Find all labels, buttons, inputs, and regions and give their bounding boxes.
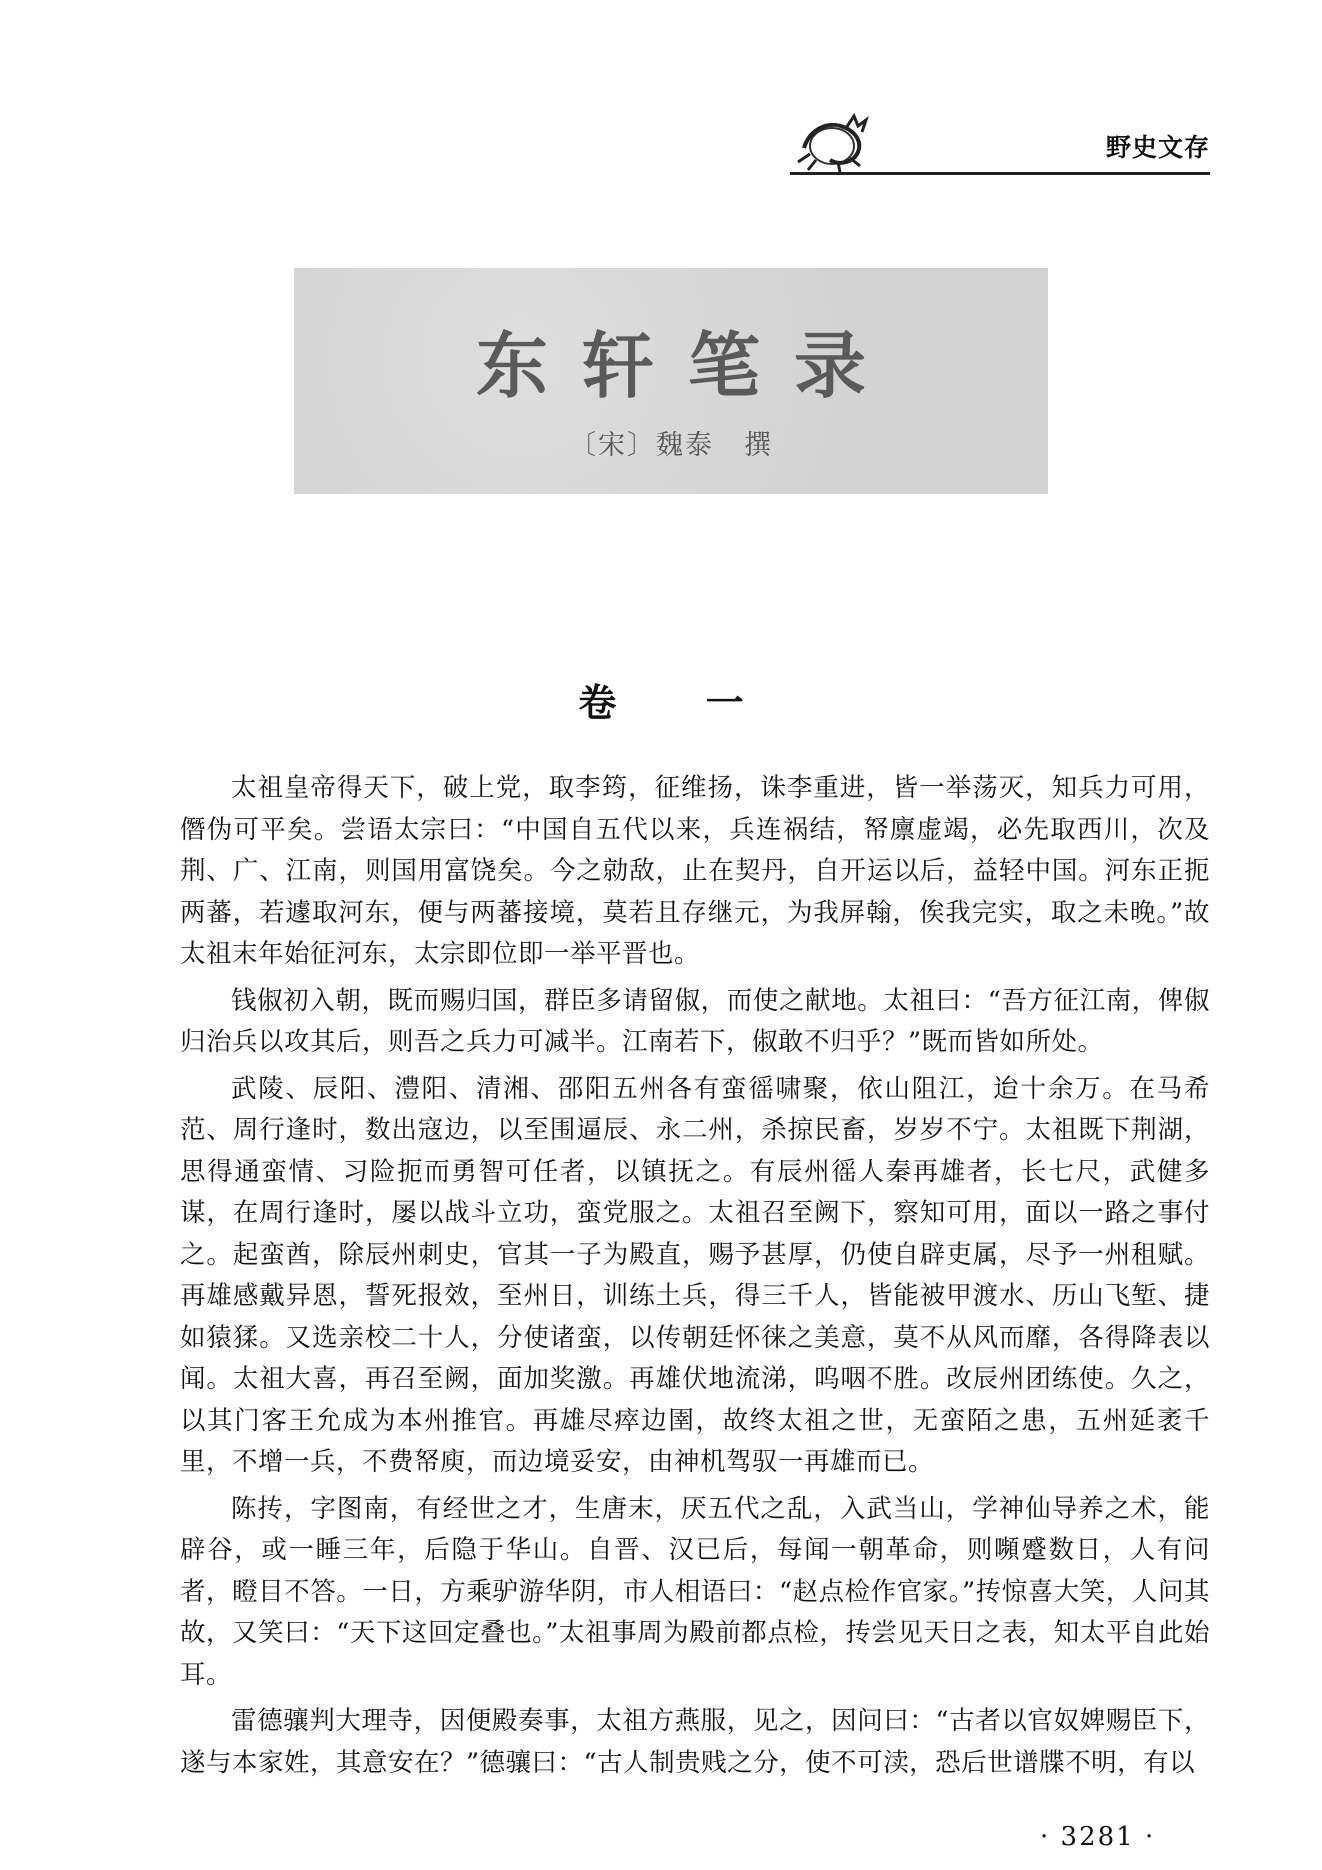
page-number: · 3281 · <box>1040 1822 1156 1852</box>
running-header <box>790 108 1210 183</box>
paragraph: 陈抟，字图南，有经世之才，生唐末，厌五代之乱，入武当山，学神仙导养之术，能辟谷，或一睡三年，后隐于华山。自晋、汉已后，每闻一朝革命，则嚬蹙数日，人有问者，瞪目不答。一日，方乘驴游华阴，市人相语曰：“赵点检作官家。”抟惊喜大笑，人问其故，又笑曰：“天下这回定叠也。”太祖事周为殿前都点检，抟尝见天日之表，知太平自此始耳。 <box>180 1493 1210 1690</box>
paragraph: 武陵、辰阳、澧阳、清湘、邵阳五州各有蛮徭啸聚，依山阻江，迨十余万。在马希范、周行逢时，数出寇边，以至围逼辰、永二州，杀掠民畜，岁岁不宁。太祖既下荆湖，思得通蛮情、习险扼而勇智可任者，以镇抚之。有辰州徭人秦再雄者，长七尺，武健多谋，在周行逢时，屡以战斗立功，蛮党服之。太祖召至阙下，察知可用，面以一路之事付之。起蛮酋，除辰州刺史，官其一子为殿直，赐予甚厚，仍使自辟吏属，尽予一州租赋。再雄感戴异恩，誓死报效，至州日，训练土兵，得三千人，皆能被甲渡水、历山飞堑、捷如猿猱。又选亲校二十人，分使诸蛮，以传朝廷怀徕之美意，莫不从风而靡，各得降表以闻。太祖大喜，再召至阙，面加奖激。再雄伏地流涕，呜咽不胜。改辰州团练使。久之，以其门客王允成为本州推官。再雄尽瘁边圉，故终太祖之世，无蛮陌之患，五州延袤千里，不增一兵，不费帑庾，而边境妥安，由神机驾驭一再雄而已。 <box>180 1073 1210 1477</box>
chapter-heading: 卷 一 <box>578 681 782 725</box>
author-name: 〔宋〕魏泰 <box>569 430 714 461</box>
series-title: 野史文存 <box>1105 133 1210 162</box>
title-block <box>294 268 1048 494</box>
paragraph: 雷德骧判大理寺，因便殿奏事，太祖方燕服，见之，因问曰：“古者以官奴婢赐臣下，遂与本家姓，其意安在？”德骧曰：“古人制贵贱之分，使不可渎，恐后世谱牒不明，有以 <box>180 1706 1210 1778</box>
book-title: 东轩笔录 <box>475 323 900 408</box>
paragraph: 太祖皇帝得天下，破上党，取李筠，征维扬，诛李重进，皆一举荡灭，知兵力可用，僭伪可平矣。尝语太宗曰：“中国自五代以来，兵连祸结，帑廪虚竭，必先取西川，次及荆、广、江南，则国用富饶矣。今之勍敌，止在契丹，自开运以后，益轻中国。河东正扼两蕃，若遽取河东，便与两蕃接境，莫若且存继元，为我屏翰，俟我完实，取之未晚。”故太祖末年始征河东，太宗即位即一举平晋也。 <box>180 773 1210 969</box>
author-line <box>294 423 1048 462</box>
paragraph: 钱俶初入朝，既而赐归国，群臣多请留俶，而使之献地。太祖曰：“吾方征江南，俾俶归治兵以攻其后，则吾之兵力可减半。江南若下，俶敢不归乎？”既而皆如所处。 <box>180 985 1210 1057</box>
body-text <box>180 768 1210 1789</box>
author-role: 撰 <box>744 430 773 461</box>
header-rule <box>790 172 1210 175</box>
dragon-logo-icon <box>790 108 880 176</box>
